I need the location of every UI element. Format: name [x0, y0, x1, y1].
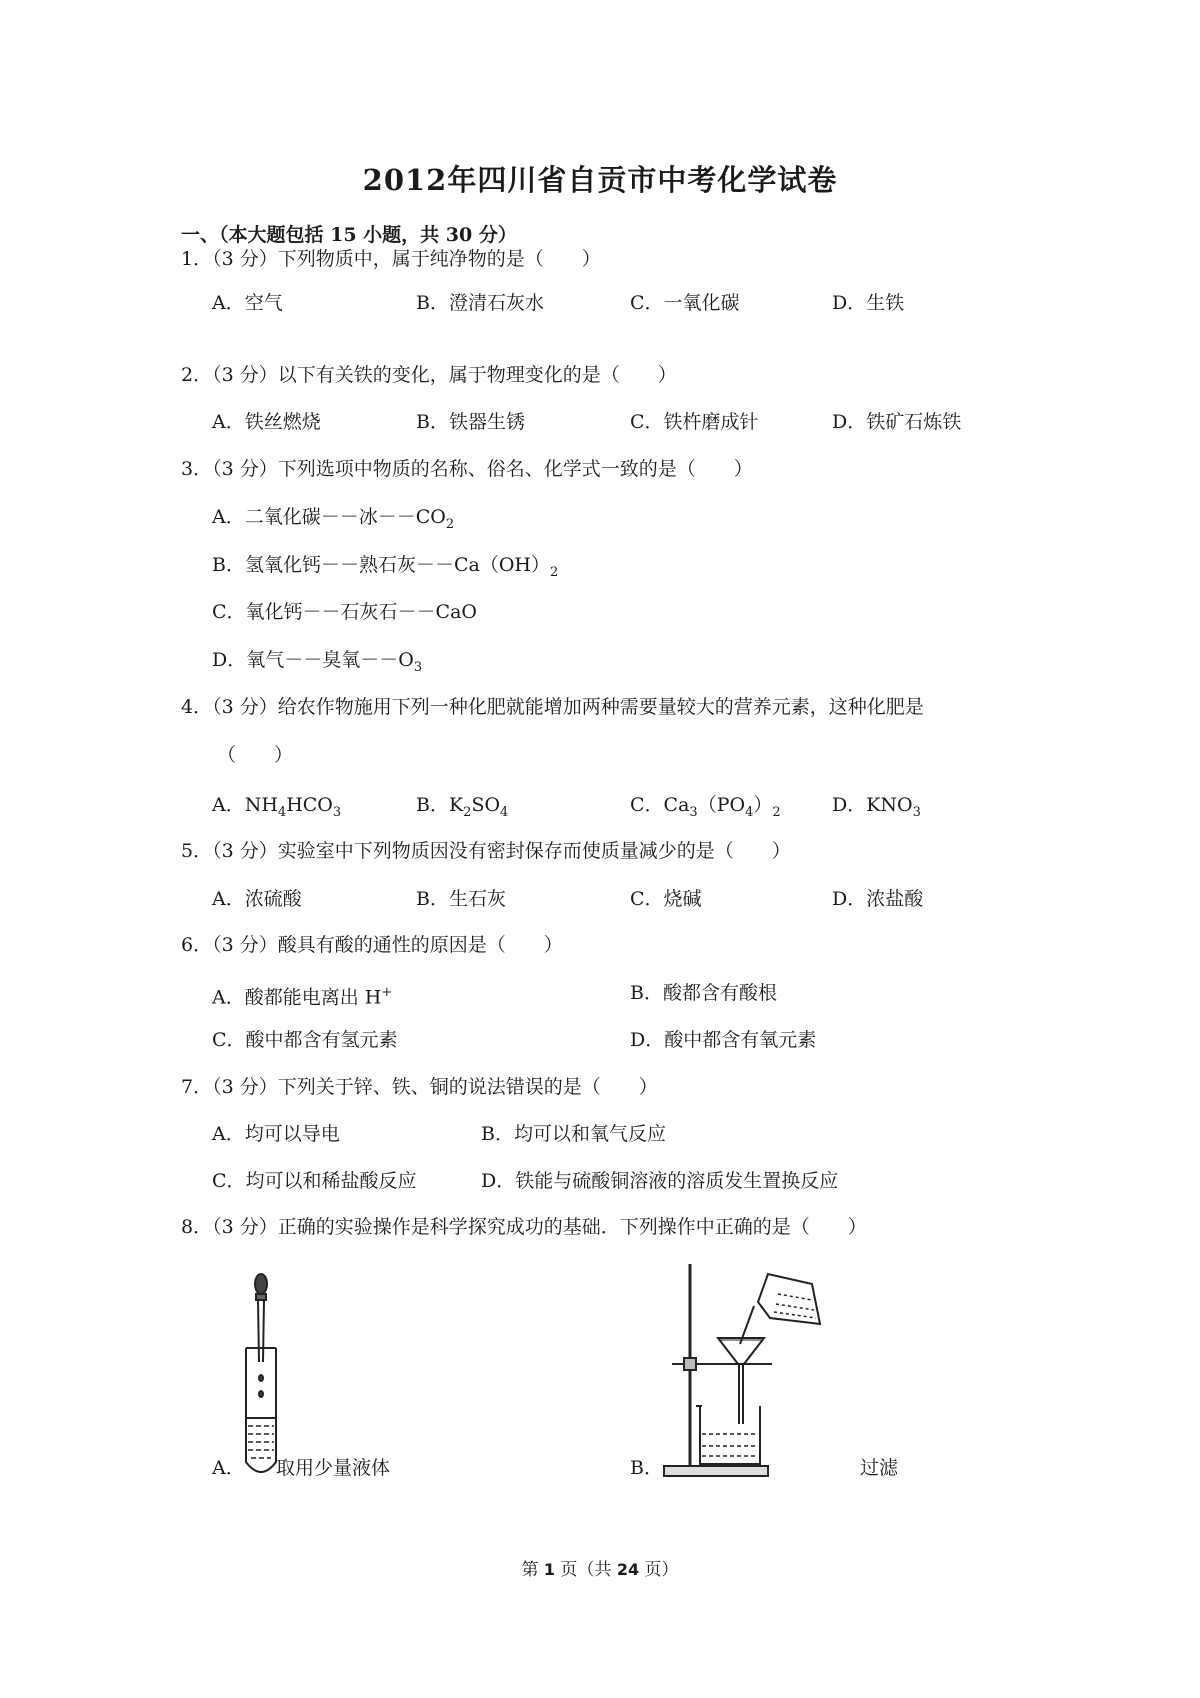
- q3-option-a: A．二氧化碳－－冰$--CO_2$: [212, 506, 455, 532]
- q8-option-b-label: B．: [630, 1457, 663, 1479]
- q2-option-a: A．铁丝燃烧: [212, 411, 321, 433]
- q5-option-a: A．浓硫酸: [212, 888, 302, 910]
- q8-option-a-label: A．: [212, 1457, 245, 1479]
- q4-option-c: C．$Ca_3(PO_4)_2$: [630, 794, 781, 820]
- total-page-number: 24: [616, 1560, 640, 1579]
- q1-option-d: D．生铁: [832, 292, 905, 314]
- filtration-apparatus-figure: [660, 1260, 835, 1482]
- q3-option-b: B．氢氧化钙－－熟石灰$--Ca(OH)_2$: [212, 554, 559, 580]
- dropper-test-tube-figure: [236, 1266, 286, 1484]
- section-heading: 一、（本大题包括 15 小题，共 30 分）: [181, 224, 517, 246]
- q1-option-a: A．空气: [212, 292, 283, 314]
- q5-option-d: D．浓盐酸: [832, 888, 924, 910]
- question-7-stem: 7．（3 分）下列关于锌、铁、铜的说法错误的是（ ）: [181, 1076, 658, 1098]
- q7-option-d: D．铁能与硫酸铜溶液的溶质发生置换反应: [481, 1170, 839, 1192]
- q3-option-d: D．氧气－－臭氧$--O_3$: [212, 649, 423, 675]
- q4-option-d: D．$KNO_3$: [832, 794, 921, 820]
- question-8-stem: 8．（3 分）正确的实验操作是科学探究成功的基础．下列操作中正确的是（ ）: [181, 1216, 867, 1238]
- q4-option-a: A．$NH_4HCO_3$: [212, 794, 342, 820]
- page-title: 2012年四川省自贡市中考化学试卷: [362, 163, 838, 197]
- q7-option-c: C．均可以和稀盐酸反应: [212, 1170, 417, 1192]
- q8-option-a-caption: 取用少量液体: [276, 1457, 391, 1479]
- question-5-stem: 5．（3 分）实验室中下列物质因没有密封保存而使质量减少的是（ ）: [181, 840, 791, 862]
- q1-option-b: B．澄清石灰水: [416, 292, 544, 314]
- q6-option-d: D．酸中都含有氧元素: [630, 1029, 817, 1051]
- q5-option-b: B．生石灰: [416, 888, 506, 910]
- q6-option-a: A．酸都能电离出 H+: [212, 985, 393, 1009]
- question-4-stem-continuation: （ ）: [217, 744, 294, 766]
- q3-option-c: C．氧化钙－－石灰石－－CaO: [212, 601, 477, 623]
- q2-option-c: C．铁杵磨成针: [630, 411, 759, 433]
- question-4-stem: 4．（3 分）给农作物施用下列一种化肥就能增加两种需要量较大的营养元素，这种化肥是: [181, 696, 924, 718]
- q6-option-b: B．酸都含有酸根: [630, 982, 777, 1004]
- question-2-stem: 2．（3 分）以下有关铁的变化，属于物理变化的是（ ）: [181, 364, 677, 386]
- q7-option-a: A．均可以导电: [212, 1123, 340, 1145]
- q2-option-d: D．铁矿石炼铁: [832, 411, 962, 433]
- question-6-stem: 6．（3 分）酸具有酸的通性的原因是（ ）: [181, 934, 563, 956]
- question-1-stem: 1．（3 分）下列物质中，属于纯净物的是（ ）: [181, 248, 601, 270]
- q8-option-b-caption: 过滤: [860, 1457, 899, 1479]
- q6-option-c: C．酸中都含有氢元素: [212, 1029, 398, 1051]
- q5-option-c: C．烧碱: [630, 888, 702, 910]
- current-page-number: 1: [543, 1560, 556, 1579]
- q1-option-c: C．一氧化碳: [630, 292, 740, 314]
- q2-option-b: B．铁器生锈: [416, 411, 525, 433]
- page-footer: 第 1 页（共 24 页）: [521, 1560, 679, 1580]
- q7-option-b: B．均可以和氧气反应: [481, 1123, 666, 1145]
- question-3-stem: 3．（3 分）下列选项中物质的名称、俗名、化学式一致的是（ ）: [181, 458, 753, 480]
- q4-option-b: B．$K_2SO_4$: [416, 794, 509, 820]
